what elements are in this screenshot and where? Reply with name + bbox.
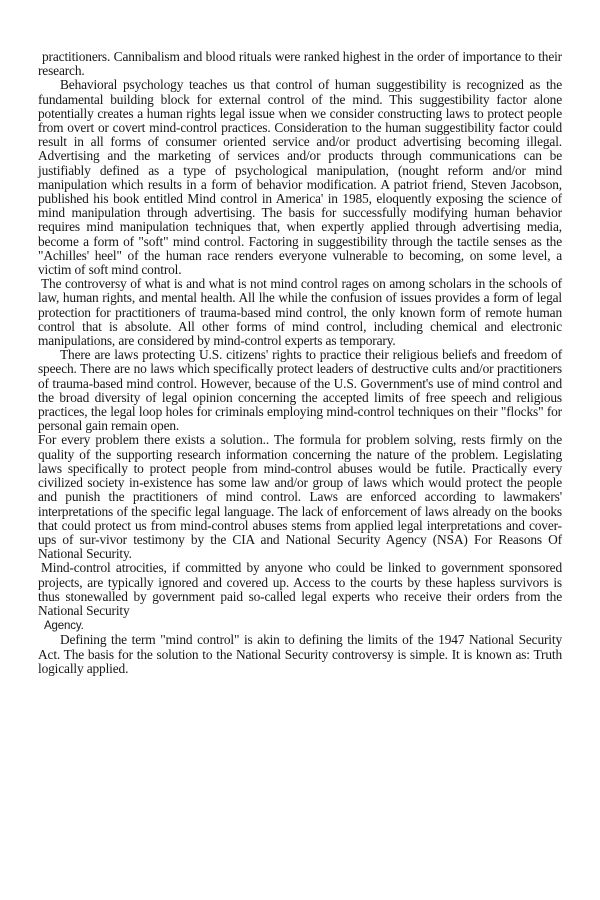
paragraph-6-tail: Agency.: [44, 620, 84, 633]
document-page: [38, 50, 562, 676]
paragraph-5: For every problem there exists a solution.. The formula for problem solving, rests firmly on the quality of the supporting research information concerning the nature of the problem. Legislating laws specifically to protect people from mind-control abuses would be futile. Practically every civilized society in-existence has some law and/or group of laws which would protect the people and punish the practitioners of mind control. Laws are enforced according to lawmakers' interpretations of the specific legal language. The lack of enforcement of laws already on the books that could protect us from mind-control abuses stems from applied legal interpretations and cover-ups of sur-vivor testimony by the CIA and National Security Agency (NSA) For Reasons Of National Security.: [38, 432, 562, 562]
paragraph-6: [38, 561, 562, 633]
paragraph-1: practitioners. Cannibalism and blood rituals were ranked highest in the order of importance to their research.: [38, 49, 562, 79]
paragraph-3: The controversy of what is and what is not mind control rages on among scholars in the schools of law, human rights, and mental health. All lhe while the confusion of issues provides a form of legal protection for practitioners of trauma-based mind control, the only known form of remote human control that is absolute. All other forms of mind control, including chemical and electronic manipulations, are considered by mind-control experts as temporary.: [38, 276, 562, 349]
paragraph-7: Defining the term "mind control" is akin to defining the limits of the 1947 National Security Act. The basis for the solution to the National Security controversy is simple. It is known as: Truth logically applied.: [38, 632, 562, 676]
paragraph-6-body: Mind-control atrocities, if committed by anyone who could be linked to government sponsored projects, are typically ignored and covered up. Access to the courts by these hapless survivors is thus stonewalled by government paid so-called legal experts who receive their orders from the National Security: [38, 560, 562, 618]
paragraph-4: There are laws protecting U.S. citizens' rights to practice their religious beliefs and freedom of speech. There are no laws which specifically protect leaders of destructive cults and/or practitioners of trauma-based mind control. However, because of the U.S. Government's use of mind control and the broad diversity of legal opinion concerning the accepted limits of free speech and religious practices, the legal loop holes for criminals employing mind-control techniques on their "flocks" for personal gain remain open.: [38, 347, 562, 434]
paragraph-2: Behavioral psychology teaches us that control of human suggestibility is recognized as the fundamental building block for external control of the mind. This suggestibility factor alone potentially creates a human rights legal issue when we consider constructing laws to protect people from overt or covert mind-control practices. Consideration to the human suggestibility factor could result in all forms of consumer oriented service and/or product advertising becoming illegal. Advertising and the marketing of services and/or products through communications can be justifiably defined as a type of psychological manipulation, (nought reform and/or mind manipulation which results in a form of behavior modification. A patriot friend, Steven Jacobson, published his book entitled Mind control in America' in 1985, eloquently exposing the science of mind manipulation through advertising. The basis for successfully modifying human behavior requires mind manipulation techniques that, when expertly applied through advertising media, become a form of "soft" mind control. Factoring in suggestibility through the tactile senses as the "Achilles' heel" of the human race renders everyone vulnerable to becoming, on some level, a victim of soft mind control.: [38, 77, 562, 278]
